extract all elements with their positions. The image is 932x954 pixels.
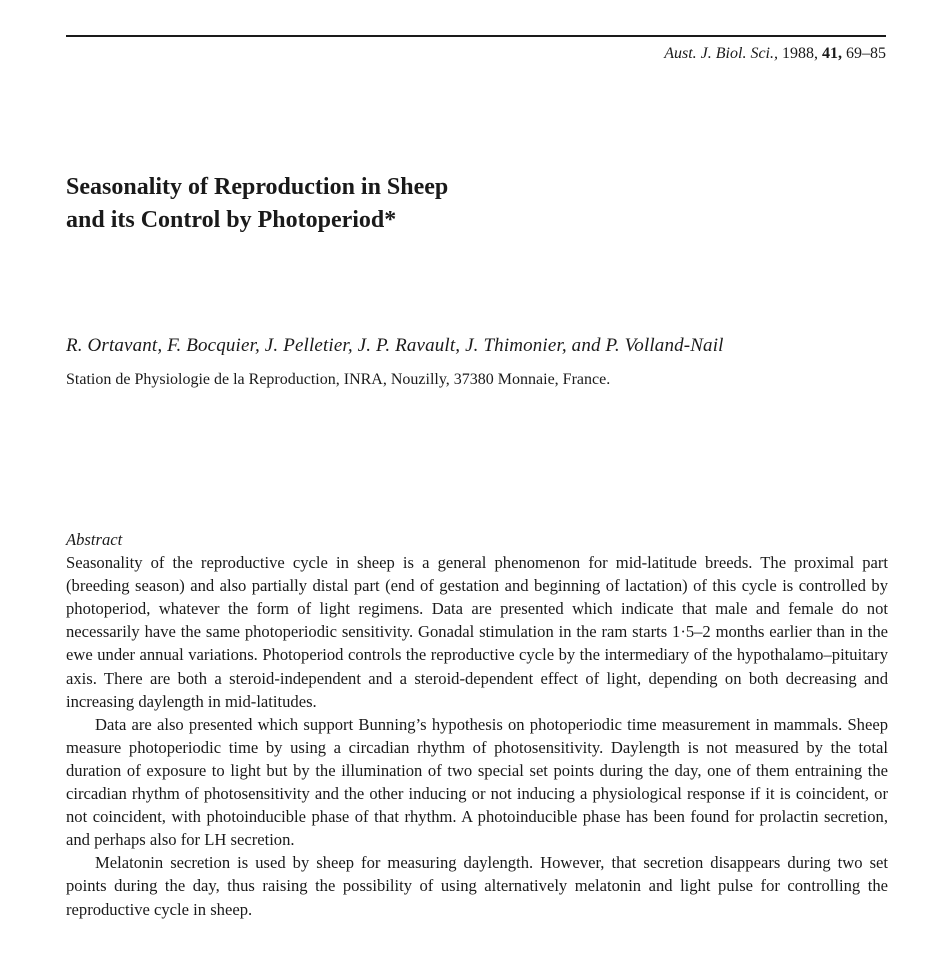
abstract-paragraph-2: Data are also presented which support Bunning’s hypothesis on photoperiodic time measurement in mammals. Sheep measure photoperiodic time by using a circadian rhythm of photosensitivity. Daylength is not measured by the total duration of exposure to light but by the illumination of two special set points during the day, one of them entraining the circadian rhythm of photosensitivity and the other inducing or not inducing a physiological response if it is coincident, or not coincident, with photoinducible phase of that rhythm. A photoinducible phase has been found for prolactin secretion, and perhaps also for LH secretion.: [66, 714, 888, 850]
paper-title-line-1: Seasonality of Reproduction in Sheep: [66, 174, 449, 200]
journal-year: 1988,: [782, 45, 818, 62]
author-affiliation: Station de Physiologie de la Reproduction, INRA, Nouzilly, 37380 Monnaie, France.: [66, 371, 611, 388]
author-list: R. Ortavant, F. Bocquier, J. Pelletier, J. P. Ravault, J. Thimonier, and P. Volland-Nail: [66, 335, 724, 356]
journal-pages: 69–85: [846, 45, 886, 62]
abstract-paragraph-3: Melatonin secretion is used by sheep for measuring daylength. However, that secretion disappears during two set points during the day, thus raising the possibility of using alternatively melatonin and light pulse for controlling the reproductive cycle in sheep.: [66, 853, 888, 919]
journal-citation: [664, 44, 886, 64]
paper-title-line-2: and its Control by Photoperiod*: [66, 207, 397, 233]
abstract-heading: Abstract: [66, 530, 123, 549]
paper-title: [66, 171, 448, 237]
abstract-section: [66, 528, 888, 921]
abstract-paragraph-1: Seasonality of the reproductive cycle in sheep is a general phenomenon for mid-latitude breeds. The proximal part (breeding season) and also partially distal part (end of gestation and beginning of lactation) of this cycle is controlled by photoperiod, whatever the form of light regimens. Data are presented which indicate that male and female do not necessarily have the same photoperiodic sensitivity. Gonadal stimulation in the ram starts 1·5–2 months earlier than in the ewe under annual variations. Photoperiod controls the reproductive cycle by the intermediary of the hypothalamo–pituitary axis. There are both a steroid-independent and a steroid-dependent effect of light, depending on both decreasing and increasing daylength in mid-latitudes.: [66, 553, 888, 711]
journal-volume: 41,: [822, 45, 842, 62]
header-rule: [66, 35, 886, 37]
journal-name: Aust. J. Biol. Sci.,: [664, 45, 778, 62]
